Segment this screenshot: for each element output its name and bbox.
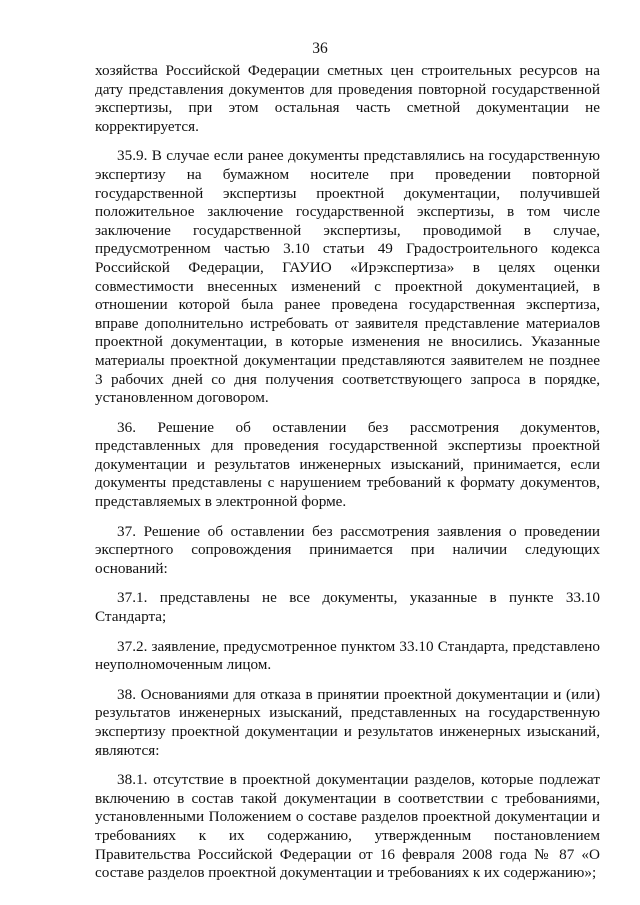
paragraph-37-1: 37.1. представлены не все документы, указанные в пункте 33.10 Стандарта;	[95, 589, 600, 626]
paragraph-37-2: 37.2. заявление, предусмотренное пунктом 33.10 Стандарта, представлено неуполномоченным лицом.	[95, 637, 600, 674]
paragraph-36: 36. Решение об оставлении без рассмотрения документов, представленных для проведения государственной экспертизы проектной документации и результатов инженерных изысканий, принимается, если документы представлены с нарушением требований к формату документов, представляемых в электронной форме.	[95, 418, 600, 511]
paragraph-38: 38. Основаниями для отказа в принятии проектной документации и (или) результатов инженерных изысканий, представленных на государственную экспертизу проектной документации и результатов инженерных изысканий, являются:	[95, 685, 600, 759]
paragraph-continuation: хозяйства Российской Федерации сметных цен строительных ресурсов на дату представления документов для проведения повторной государственной экспертизы, при этом остальная часть сметной документации не корректируется.	[95, 62, 600, 135]
paragraph-35-9: 35.9. В случае если ранее документы представлялись на государственную экспертизу на бумажном носителе при проведении повторной государственной экспертизы проектной документации, получившей положительное заключение государственной экспертизы, в том числе заключение государственной экспертизы, проводимой в случае, предусмотренном частью 3.10 статьи 49 Градостроительного кодекса Российской Федерации, ГАУИО «Ирэкспертиза» в целях оценки совместимости внесенных изменений с проектной документацией, в отношении которой была ранее проведена государственная экспертиза, вправе дополнительно истребовать от заявителя представление материалов проектной документации, в которые изменения не вносились. Указанные материалы проектной документации представляются заявителем не позднее 3 рабочих дней со дня получения соответствующего запроса в порядке, установленном договором.	[95, 147, 600, 407]
paragraph-37: 37. Решение об оставлении без рассмотрения заявления о проведении экспертного сопровождения принимается при наличии следующих оснований:	[95, 522, 600, 577]
document-body	[95, 62, 600, 894]
paragraph-38-1: 38.1. отсутствие в проектной документации разделов, которые подлежат включению в состав такой документации в соответствии с требованиями, установленными Положением о составе разделов проектной документации и требованиях к их содержанию, утвержденным постановлением Правительства Российской Федерации от 16 февраля 2008 года № 87 «О составе разделов проектной документации и требованиях к их содержанию»;	[95, 771, 600, 882]
page-number: 36	[312, 40, 328, 57]
